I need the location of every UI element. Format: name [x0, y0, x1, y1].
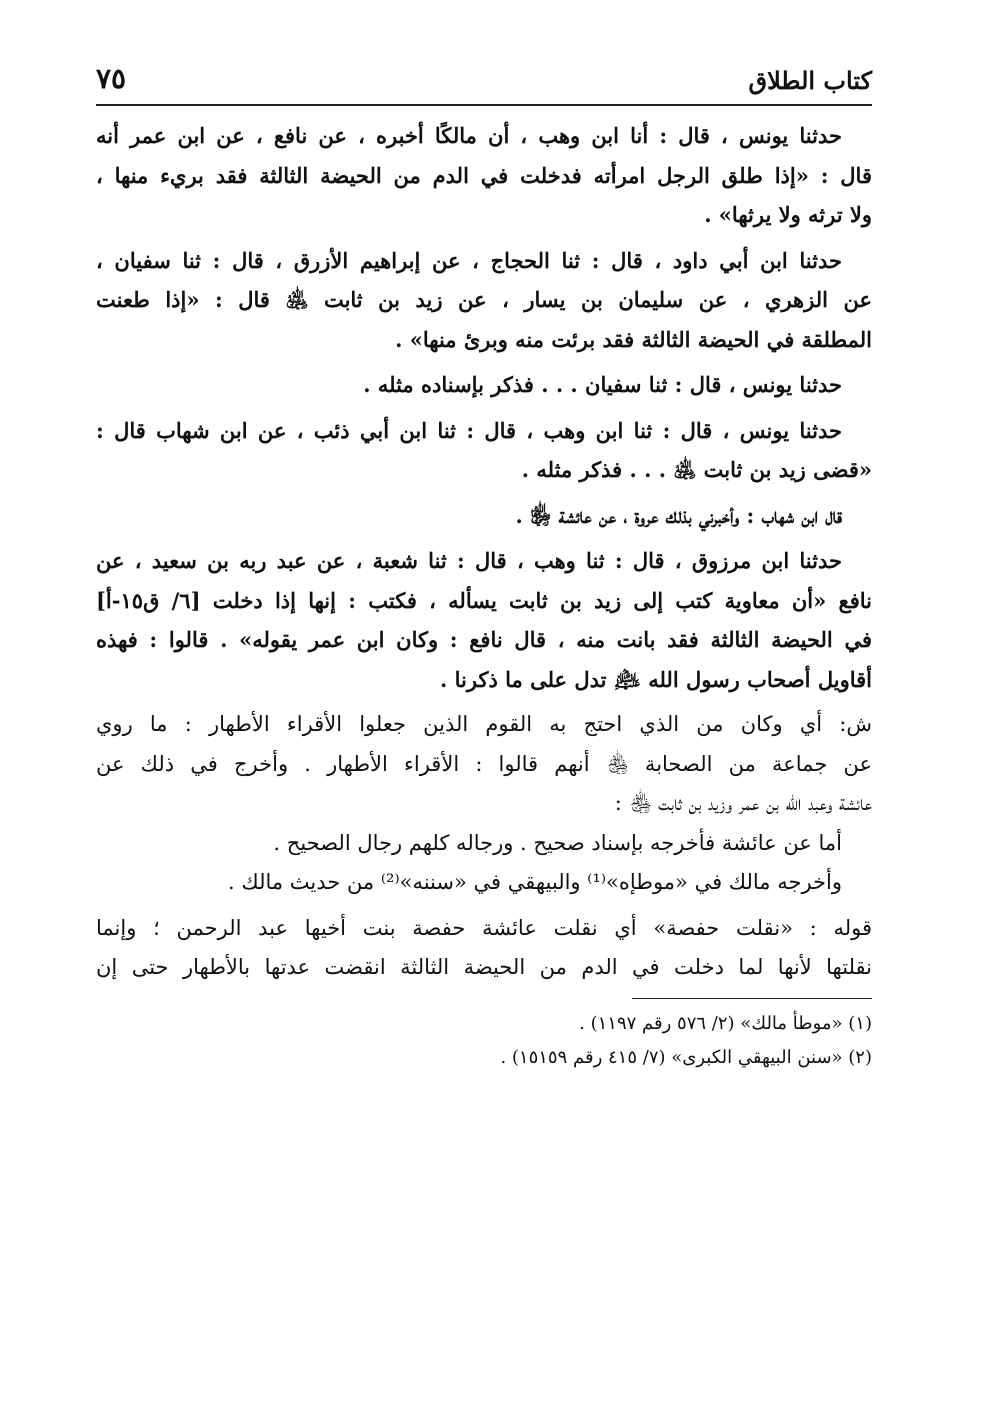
text-line: في الحيضة الثالثة فقد بانت منه ، قال نافع : وكان ابن عمر يقوله» . قالوا : فهذه: [96, 627, 872, 652]
text-line: قال : «إذا طلق الرجل امرأته فدخلت في الدم من الحيضة الثالثة فقد بريء منها ،: [96, 162, 872, 188]
text-line: قال ابن شهاب : وأخبرني بذلك عروة ، عن عائشة ﵂ .: [515, 502, 842, 528]
text-line: حدثنا يونس ، قال : أنا ابن وهب ، أن مالكًا أخبره ، عن نافع ، عن ابن عمر أنه: [96, 123, 842, 148]
hadith-paragraph-4: [96, 411, 872, 490]
text-line: «قضى زيد بن ثابت ﵁ . . . فذكر مثله .: [521, 457, 872, 482]
hadith-paragraph-3: [96, 365, 872, 405]
commentary-subline: أما عن عائشة فأخرجه بإسناد صحيح . ورجاله كلهم رجال الصحيح .: [273, 830, 842, 855]
commentary-subline: وأخرجه مالك في «موطإه»⁽¹⁾ والبيهقي في «سننه»⁽²⁾ من حديث مالك .: [228, 870, 842, 894]
hadith-paragraph-2: [96, 241, 872, 360]
footnotes: [96, 1007, 872, 1075]
text-line: حدثنا يونس ، قال : ثنا ابن وهب ، قال : ثنا ابن أبي ذئب ، عن ابن شهاب قال :: [96, 417, 842, 443]
text-line: المطلقة في الحيضة الثالثة فقد برئت منه وبرئ منها» .: [395, 326, 872, 352]
commentary-line: ش: أي وكان من الذي احتج به القوم الذين جعلوا الأقراء الأطهار : ما روي: [96, 712, 872, 736]
explanation-line: نقلتها لأنها لما دخلت في الدم من الحيضة الثالثة انقضت عدتها بالأطهار حتى إن: [96, 955, 872, 979]
main-text: [96, 116, 872, 988]
text-line: حدثنا يونس ، قال : ثنا سفيان . . . فذكر بإسناده مثله .: [363, 372, 842, 397]
text-line: حدثنا ابن أبي داود ، قال : ثنا الحجاج ، عن إبراهيم الأزرق ، قال : ثنا سفيان ،: [96, 247, 842, 273]
commentary-line: عائشة وعبد الله بن عمر وزيد بن ثابت ﵃ :: [614, 791, 872, 815]
explanation-paragraph: [96, 909, 872, 988]
text-line: نافع «أن معاوية كتب إلى زيد بن ثابت يسأله ، فكتب : إنها إذا دخلت [٦/ ق١٥-أ]: [96, 587, 872, 613]
footnote-separator: [632, 998, 872, 999]
commentary: [96, 705, 872, 903]
commentary-line: عن جماعة من الصحابة ﵃ أنهم قالوا : الأقراء الأطهار . وأخرج في ذلك عن: [96, 751, 872, 776]
page-number: ٧٥: [96, 62, 127, 95]
chapter-title: كتاب الطلاق: [748, 66, 872, 95]
text-line: عن الزهري ، عن سليمان بن يسار ، عن زيد بن ثابت ﵁ قال : «إذا طعنت: [96, 287, 872, 312]
page-header: [96, 60, 872, 106]
explanation-line: قوله : «نقلت حفصة» أي نقلت عائشة حفصة بنت أخيها عبد الرحمن ؛ وإنما: [96, 915, 872, 940]
footnote-1: (١) «موطأ مالك» (٢/ ٥٧٦ رقم ١١٩٧) .: [579, 1012, 872, 1034]
hadith-paragraph-1: [96, 116, 872, 235]
page: [96, 60, 872, 1075]
text-line: حدثنا ابن مرزوق ، قال : ثنا وهب ، قال : ثنا شعبة ، عن عبد ربه بن سعيد ، عن: [96, 548, 842, 573]
hadith-paragraph-6: [96, 541, 872, 699]
text-line: ولا ترثه ولا يرثها» .: [704, 202, 872, 227]
hadith-paragraph-5: [96, 496, 872, 536]
footnote-2: (٢) «سنن البيهقي الكبرى» (٧/ ٤١٥ رقم ١٥١٥٩) .: [500, 1046, 872, 1068]
text-line: أقاويل أصحاب رسول الله ﵇ تدل على ما ذكرنا .: [440, 666, 872, 692]
